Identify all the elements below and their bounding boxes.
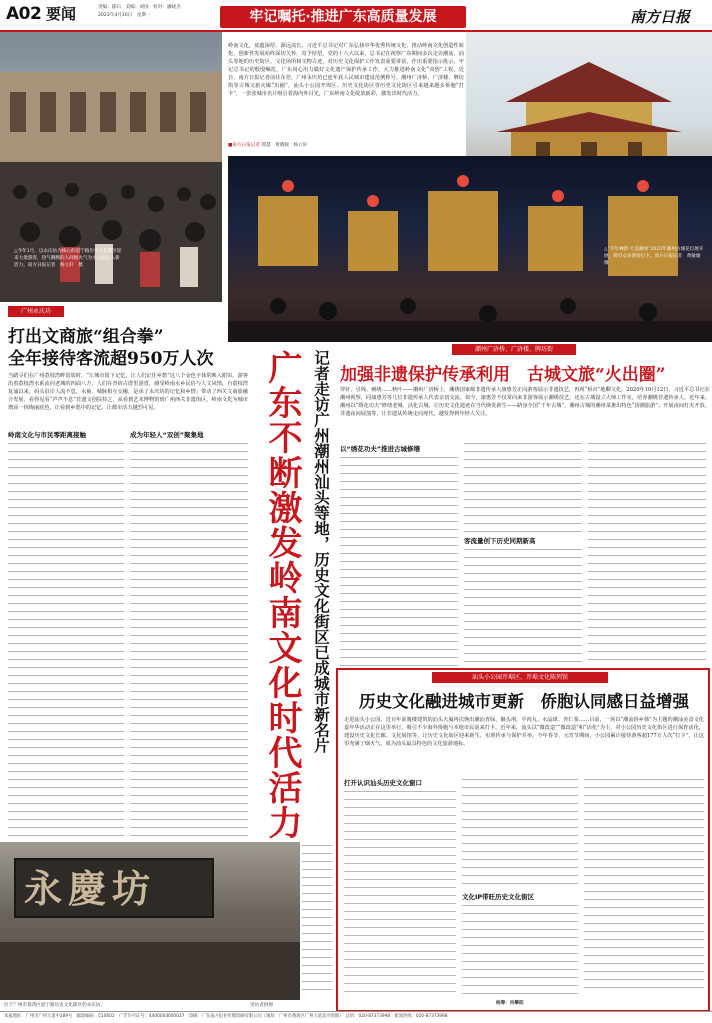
- intro-paragraph: 岭南文化，底蕴深厚，源远流长。习近平总书记对广东弘扬中华优秀传统文化、推动岭南文化创造性转化、创新性发展始终深切关怀、寄予厚望。党的十八大以来，总书记在视察广东期间多次走访潮汕、汕头等地的历史街区、文化场所和文物古迹，对历史文化保护工作发表重要讲话，作出重要指示批示。牢记总书记的殷殷嘱托，广东用心用力做好文化遗产保护传承工作，大力推进岭南文化“双创”工程。近日，南方日报记者前往东莞、广州永庆坊已连年获人民城市建设范例称号、潮州广济桥、广济楼、牌坊街等古城文旅火爆“出圈”，汕头小公园开埠区、历史文化街区等历史文化街区引来越来越多侨胞“打卡”，一张张城市名片吸引着海内外目光，广东岭南文化绽放新彩，激发出时代活力。: [228, 43, 464, 97]
- chaozhou-tag: 潮州广济桥、广济楼、牌坊街: [452, 344, 576, 355]
- vertical-subheadline: 记者走访广州潮州汕头等地，历史文化街区已成城市新名片: [312, 350, 331, 753]
- chaozhou-column-1-text: [340, 454, 458, 666]
- reporters-label: ■南方日报记者: [228, 143, 260, 148]
- chaozhou-column-2b-text: [464, 546, 582, 666]
- newspaper-logo: 南方日报: [630, 8, 691, 26]
- bottom-photo-caption: 位于广州市荔湾区恩宁路历史文化街区的永庆坊。: [4, 1003, 106, 1008]
- yongqingfang-caption: △今年1月，以永庆坊为核心的恩宁路历史文化街区迎来大批游客，热气腾腾的人间烟火气为小公园注入新活力。南方日报记者 杨立轩 摄: [14, 249, 122, 268]
- left-lead-paragraph: 当踏寻们在广州荔枝湾畔留影时，“让城市留下记忆，让人们记住乡愁”这八个金色字体常映入眼帘。游客沿着荔枝湾水系流向老城的四面八方，人们在青砖古厝里游赏，感受岭南水乡民俗与人文风情。自荔枝湾复涌以来，码头沿岸人流不息，水袖、城脉相互交融，是承了永庆坊的记忆和乡情；带动了西关文商旅融合发展、看得见看“声声不息”非遗文创扶持之，从看到艺术博物馆到广州西关非遗街区，岭南文化为城市增添一抹绚丽底色，让看到乡愁中的记忆，让都市活力越烈可见。: [8, 373, 248, 411]
- shantou-column-2b-text: [462, 902, 578, 998]
- shantou-headline: 历史文化融进城市更新 侨胞认同感日益增强: [359, 692, 689, 711]
- shantou-column-3-text: [584, 776, 704, 990]
- bottom-photo-credit: 受访者供图: [250, 1003, 273, 1008]
- reporters-names: 郎慧 黄晓骏 杨立轩: [261, 143, 308, 148]
- chaozhou-subhead-2: 客流量创下历史同期新高: [464, 537, 536, 545]
- reporters-line: [228, 142, 458, 149]
- editor-meta: 责编：郁石 美编：刘国 校对：潘晓杰: [98, 5, 181, 10]
- left-column-2-text: [130, 440, 248, 842]
- shantou-tag: 汕头小公园开埠区、开埠文化陈列馆: [432, 672, 608, 683]
- chaozhou-subhead-1: 以“绣花功夫”推进古城修缮: [340, 445, 421, 453]
- left-subhead-2: 成为年轻人“双创”聚集地: [130, 431, 204, 439]
- left-subhead-1: 岭南文化与市民零距离接触: [8, 431, 86, 439]
- sign-text: 永慶坊: [24, 866, 157, 911]
- date-meta: 2023年4月10日 星期一: [98, 13, 151, 18]
- chaozhou-column-3-text: [588, 440, 706, 666]
- section-label: 要闻: [46, 5, 77, 23]
- chaozhou-headline: 加强非遗保护传承利用 古城文旅“火出圈”: [340, 365, 666, 385]
- middle-lower-text: [302, 842, 332, 994]
- yongqingfang-sign-photo: [0, 842, 300, 1000]
- shantou-column-1-text: [344, 788, 456, 998]
- street-level: [0, 942, 300, 1000]
- shantou-editor: 统筹：肖攀阳: [496, 1001, 524, 1006]
- shantou-column-2-text: [462, 776, 578, 888]
- footer-info: 本报地址：广州市广州大道中289号 邮政编码：510601 广告许可证号：4400004000027 印刷：广东南方报业传媒印刷有限公司（地址：广州市番禺区广州大道北沙湾镇） 总机：020-87373998 新闻热线：020-87373998: [4, 1014, 448, 1019]
- vertical-headline: 广东不断激发岭南文化时代活力: [262, 350, 302, 840]
- shantou-subhead-1: 打开认识汕头历史文化窗口: [344, 779, 422, 787]
- chaozhou-lead-paragraph: 穿针、引线、刺绣……秋叶——潮州广济桥上，潮绣国家级非遗传承人康惠芳正向游客展示非遗技艺，再现“桥市”地聊文化。2020年10月12日，习近平总书记在潮州视察，同康惠芳等几位非遗传承人代表亲切交流。如今，康惠芳不仅常向来非游客展示潮绣技艺，还在古城设立大师工作室，培养潮绣非遗传承人。近年来，潮州以“绣花功夫”修缮老城、活化古城，让历史文化遗迹在当代焕发新生——跻身全国“千年古城”，潮州古城的潮州菜推出特色“国潮旅游”；开展夜间灯火开放、非遗夜间展演等，让非遗从传统走向现代，越发得到年轻人关注。: [340, 387, 710, 417]
- guangji-caption: △“千年神韵·大美潮州”2023年潮州古城花灯展开展，吸引众多游客打卡。南方日报记者 黄敏璇 摄: [604, 247, 706, 266]
- banner: 牢记嘱托·推进广东高质量发展: [220, 6, 466, 28]
- left-column-1-text: [8, 440, 124, 882]
- shantou-lead-paragraph: 走进汕头小公园，近百年前骑楼建筑的汕头大厦再次焕出潮汕青绿，额头荆、半肉丸、水晶球、杏仁茶……目前，一场以“潮流侨乡韩”为主题的潮汕美食文化嘉年华活动正在这里举行，吸引不少海外侨胞与本地市民前来打卡。近年来，汕头以“微改造”“微改造”和“活化”为主，对小公园历史文化街区进行保育活化，建设历史文化长廊、文化展馆等，让历史文化街区迎来新生，实现传承与保护并举。今年春节、元宵节期间，小公园累计接待游客超177万人次“打卡”，让这里充满了烟火气，成为汕头最具特色的文化旅游地标。: [344, 717, 704, 747]
- shantou-subhead-2: 文化IP带旺历史文化街区: [462, 893, 535, 901]
- left-headline-1: 打出文商旅“组合拳”: [8, 327, 164, 347]
- page-number: A02: [6, 4, 42, 24]
- footer-rule: [0, 1011, 712, 1012]
- yongqingfang-tag: 广州永庆坊: [8, 306, 64, 317]
- left-headline-2: 全年接待客流超950万人次: [8, 349, 214, 369]
- chaozhou-column-2-text: [464, 440, 582, 532]
